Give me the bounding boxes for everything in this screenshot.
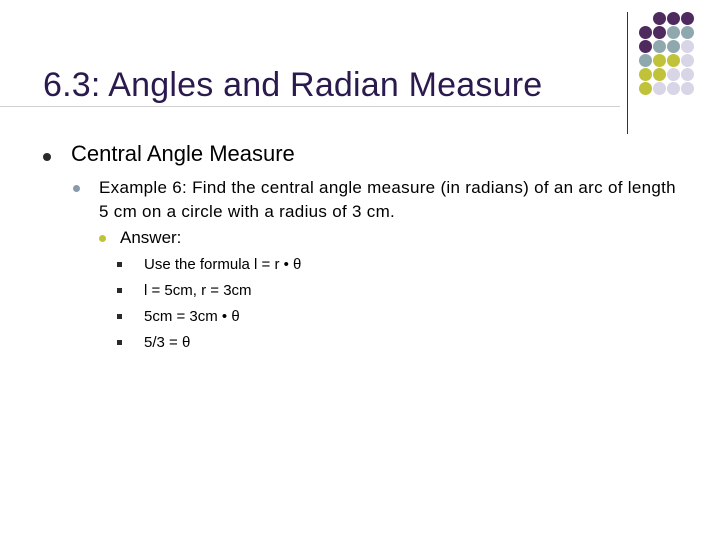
- decorative-dot: [681, 54, 694, 67]
- slide-title: 6.3: Angles and Radian Measure: [43, 66, 543, 104]
- decorative-dot: [667, 26, 680, 39]
- decorative-dot: [667, 40, 680, 53]
- decorative-dot: [653, 68, 666, 81]
- decorative-dot: [653, 40, 666, 53]
- decorative-dot: [653, 54, 666, 67]
- bullet-square-icon: [117, 314, 122, 319]
- decorative-dot: [639, 26, 652, 39]
- decorative-dot: [639, 68, 652, 81]
- decorative-dot: [681, 26, 694, 39]
- decorative-dot: [639, 40, 652, 53]
- decorative-dot: [653, 12, 666, 25]
- bullet-text: Example 6: Find the central angle measure (in radians) of an arc of length 5 cm on a circle with a radius of 3 cm.: [99, 178, 676, 221]
- decorative-dot: [639, 54, 652, 67]
- bullet-text: Central Angle Measure: [71, 141, 295, 166]
- decorative-dot: [667, 82, 680, 95]
- decorative-dot: [667, 68, 680, 81]
- bullet-square-icon: [117, 262, 122, 267]
- decorative-dot: [681, 12, 694, 25]
- bullet-text: Answer:: [120, 228, 182, 247]
- bullet-text: Use the formula l = r • θ: [144, 256, 302, 273]
- decorative-dot: [681, 82, 694, 95]
- decorative-dot: [639, 82, 652, 95]
- bullet-square-icon: [117, 340, 122, 345]
- bullet-text: l = 5cm, r = 3cm: [144, 282, 252, 299]
- bullet-dot-icon: [43, 153, 51, 161]
- decorative-dot: [681, 68, 694, 81]
- title-underline: [0, 106, 620, 107]
- decorative-dot: [667, 54, 680, 67]
- bullet-square-icon: [117, 288, 122, 293]
- bullet-text: 5cm = 3cm • θ: [144, 308, 240, 325]
- decorative-dot: [653, 26, 666, 39]
- decorative-dot: [653, 82, 666, 95]
- bullet-dot-icon: [73, 185, 80, 192]
- bullet-dot-icon: [99, 235, 106, 242]
- decorative-dot: [667, 12, 680, 25]
- bullet-text: 5/3 = θ: [144, 334, 191, 351]
- decorative-dot: [681, 40, 694, 53]
- decorative-vertical-line: [627, 12, 628, 134]
